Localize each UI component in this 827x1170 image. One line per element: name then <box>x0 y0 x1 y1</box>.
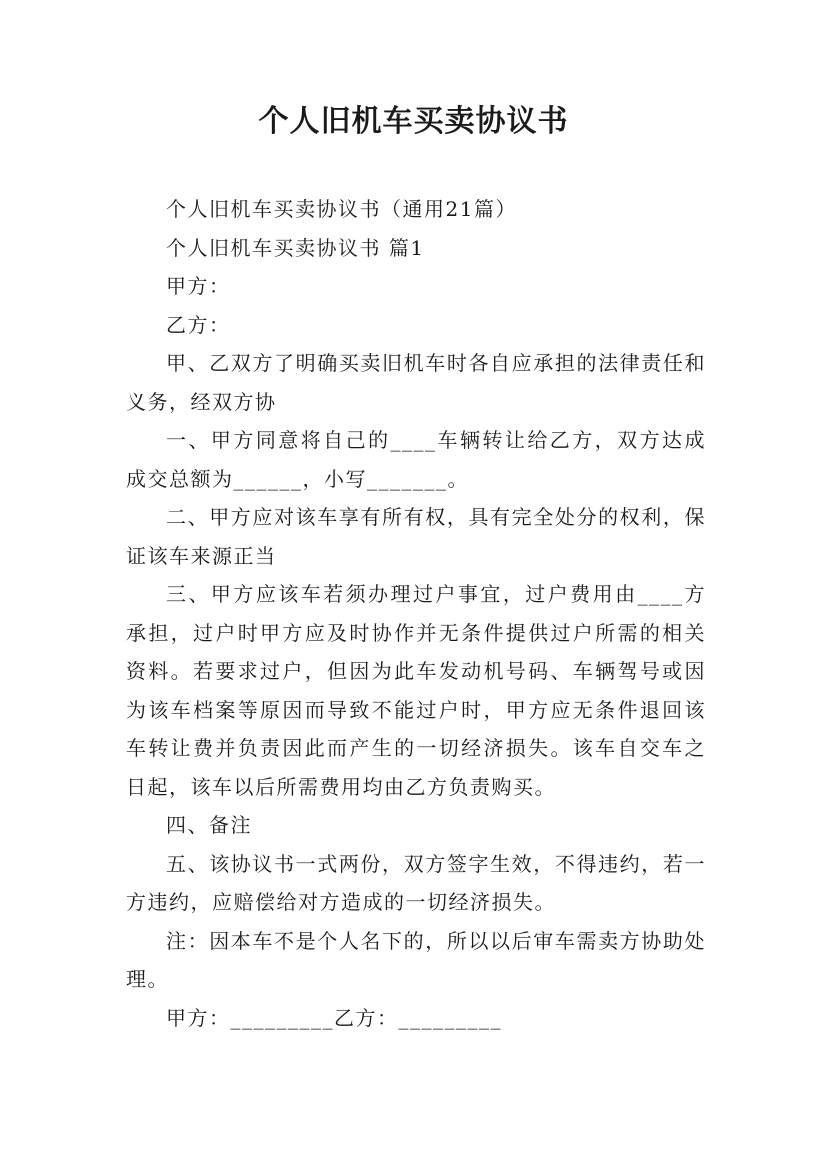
section-heading: 个人旧机车买卖协议书 篇1 <box>166 235 425 260</box>
clause-5: 五、该协议书一式两份，双方签字生效，不得违约，若一方违约，应赔偿给对方造成的一切经济损失。 <box>126 851 706 914</box>
subtitle-paragraph: 个人旧机车买卖协议书（通用21篇） <box>166 197 517 221</box>
note-paragraph: 注：因本车不是个人名下的，所以以后审车需卖方协助处理。 <box>126 928 706 991</box>
party-b-line: 乙方： <box>166 312 231 337</box>
clause-1: 一、甲方同意将自己的____车辆转让给乙方，双方达成成交总额为______，小写_______。 <box>126 428 706 491</box>
clause-2: 二、甲方应对该车享有所有权，具有完全处分的权利，保证该车来源正当 <box>126 505 706 568</box>
clause-4: 四、备注 <box>166 813 252 837</box>
signature-line: 甲方：_________乙方：_________ <box>166 1005 502 1030</box>
clause-3: 三、甲方应该车若须办理过户事宜，过户费用由____方承担，过户时甲方应及时协作并无条件提供过户所需的相关资料。若要求过户，但因为此车发动机号码、车辆驾号或因为该车档案等原因而导致不能过户时，甲方应无条件退回该车转让费并负责因此而产生的一切经济损失。该车自交车之日起，该车以后所需费用均由乙方负责购买。 <box>126 582 706 799</box>
document-body <box>126 190 706 1037</box>
party-a-line: 甲方： <box>166 274 231 298</box>
intro-paragraph: 甲、乙双方了明确买卖旧机车时各自应承担的法律责任和义务，经双方协 <box>126 351 706 414</box>
document-title: 个人旧机车买卖协议书 <box>258 104 569 139</box>
